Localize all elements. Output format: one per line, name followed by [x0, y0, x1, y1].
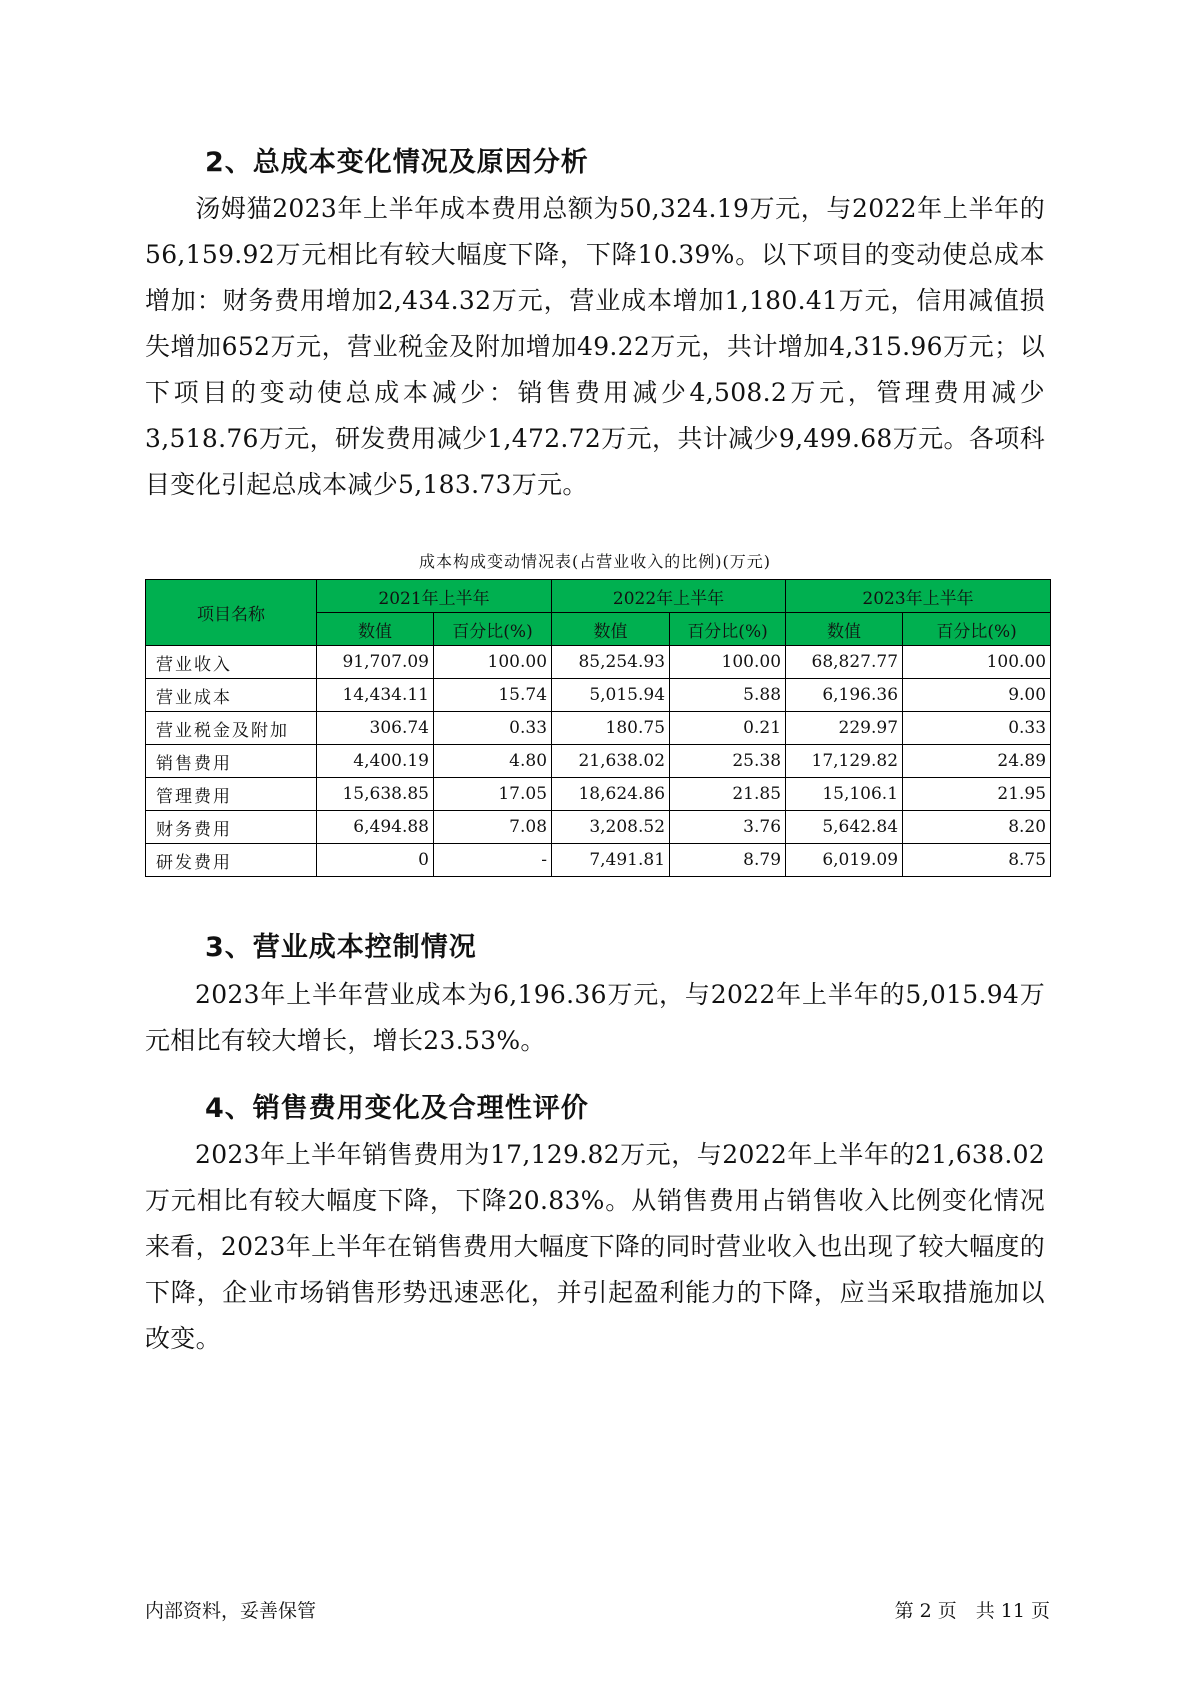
- item-name-header: 项目名称: [146, 580, 317, 646]
- cell-value: 21,638.02: [552, 745, 670, 778]
- cell-pct: 0.21: [670, 712, 786, 745]
- cell-pct: 9.00: [903, 679, 1051, 712]
- cell-value: 4,400.19: [317, 745, 434, 778]
- cell-value: 7,491.81: [552, 844, 670, 877]
- cell-pct: 4.80: [434, 745, 552, 778]
- cell-pct: 0.33: [903, 712, 1051, 745]
- cell-pct: 100.00: [434, 646, 552, 679]
- cell-value: 68,827.77: [786, 646, 903, 679]
- table-row: [146, 712, 1051, 745]
- cell-value: 6,494.88: [317, 811, 434, 844]
- cell-pct: 3.76: [670, 811, 786, 844]
- section-4-text: 2023年上半年销售费用为17,129.82万元，与2022年上半年的21,638.02万元相比有较大幅度下降，下降20.83%。从销售费用占销售收入比例变化情况来看，2023年上半年在销售费用大幅度下降的同时营业收入也出现了较大幅度的下降，企业市场销售形势迅速恶化，并引起盈利能力的下降，应当采取措施加以改变。: [145, 1140, 1045, 1353]
- cell-value: 6,196.36: [786, 679, 903, 712]
- section-3-paragraph: [145, 972, 1045, 1064]
- cell-pct: 21.95: [903, 778, 1051, 811]
- cell-value: 5,015.94: [552, 679, 670, 712]
- cost-structure-table: [145, 579, 1051, 877]
- cell-pct: -: [434, 844, 552, 877]
- cell-value: 85,254.93: [552, 646, 670, 679]
- period-header-2021: 2021年上半年: [317, 580, 552, 613]
- section-4-heading: 4、销售费用变化及合理性评价: [205, 1093, 589, 1124]
- table-row: [146, 646, 1051, 679]
- cell-value: 18,624.86: [552, 778, 670, 811]
- value-header: 数值: [552, 613, 670, 646]
- footer-confidential: 内部资料，妥善保管: [145, 1600, 317, 1622]
- pct-header: 百分比(%): [670, 613, 786, 646]
- row-name: 研发费用: [146, 844, 317, 877]
- cell-value: 6,019.09: [786, 844, 903, 877]
- cell-pct: 21.85: [670, 778, 786, 811]
- table-row: [146, 844, 1051, 877]
- period-header-2022: 2022年上半年: [552, 580, 786, 613]
- cell-value: 0: [317, 844, 434, 877]
- cell-pct: 0.33: [434, 712, 552, 745]
- cell-value: 14,434.11: [317, 679, 434, 712]
- period-header-2023: 2023年上半年: [786, 580, 1051, 613]
- section-4-paragraph: [145, 1132, 1045, 1362]
- value-header: 数值: [786, 613, 903, 646]
- cell-pct: 5.88: [670, 679, 786, 712]
- row-name: 营业成本: [146, 679, 317, 712]
- section-3-text: 2023年上半年营业成本为6,196.36万元，与2022年上半年的5,015.94万元相比有较大增长，增长23.53%。: [145, 980, 1045, 1055]
- table-header-row-periods: [146, 580, 1051, 613]
- pct-header: 百分比(%): [903, 613, 1051, 646]
- table-row: [146, 778, 1051, 811]
- cell-pct: 100.00: [670, 646, 786, 679]
- cell-pct: 8.75: [903, 844, 1051, 877]
- cell-value: 15,106.1: [786, 778, 903, 811]
- row-name: 管理费用: [146, 778, 317, 811]
- cell-value: 180.75: [552, 712, 670, 745]
- footer-page-number: 第 2 页 共 11 页: [894, 1600, 1050, 1622]
- section-2-paragraph: [145, 186, 1045, 508]
- cell-pct: 8.20: [903, 811, 1051, 844]
- section-2-text: 汤姆猫2023年上半年成本费用总额为50,324.19万元，与2022年上半年的56,159.92万元相比有较大幅度下降，下降10.39%。以下项目的变动使总成本增加：财务费用增加2,434.32万元，营业成本增加1,180.41万元，信用减值损失增加652万元，营业税金及附加增加49.22万元，共计增加4,315.96万元；以下项目的变动使总成本减少：销售费用减少4,508.2万元，管理费用减少3,518.76万元，研发费用减少1,472.72万元，共计减少9,499.68万元。各项科目变化引起总成本减少5,183.73万元。: [145, 194, 1045, 499]
- cell-value: 229.97: [786, 712, 903, 745]
- row-name: 财务费用: [146, 811, 317, 844]
- cell-pct: 24.89: [903, 745, 1051, 778]
- cell-value: 3,208.52: [552, 811, 670, 844]
- row-name: 销售费用: [146, 745, 317, 778]
- section-3-heading: 3、营业成本控制情况: [205, 932, 477, 963]
- row-name: 营业收入: [146, 646, 317, 679]
- cell-pct: 7.08: [434, 811, 552, 844]
- cell-value: 91,707.09: [317, 646, 434, 679]
- cell-value: 15,638.85: [317, 778, 434, 811]
- cell-value: 306.74: [317, 712, 434, 745]
- cell-pct: 8.79: [670, 844, 786, 877]
- table-row: [146, 811, 1051, 844]
- pct-header: 百分比(%): [434, 613, 552, 646]
- cell-pct: 100.00: [903, 646, 1051, 679]
- table-row: [146, 679, 1051, 712]
- cell-value: 5,642.84: [786, 811, 903, 844]
- value-header: 数值: [317, 613, 434, 646]
- cell-value: 17,129.82: [786, 745, 903, 778]
- cell-pct: 25.38: [670, 745, 786, 778]
- row-name: 营业税金及附加: [146, 712, 317, 745]
- table-row: [146, 745, 1051, 778]
- section-2-heading: 2、总成本变化情况及原因分析: [205, 147, 589, 178]
- table-caption: 成本构成变动情况表(占营业收入的比例)(万元): [419, 552, 771, 571]
- cell-pct: 17.05: [434, 778, 552, 811]
- cell-pct: 15.74: [434, 679, 552, 712]
